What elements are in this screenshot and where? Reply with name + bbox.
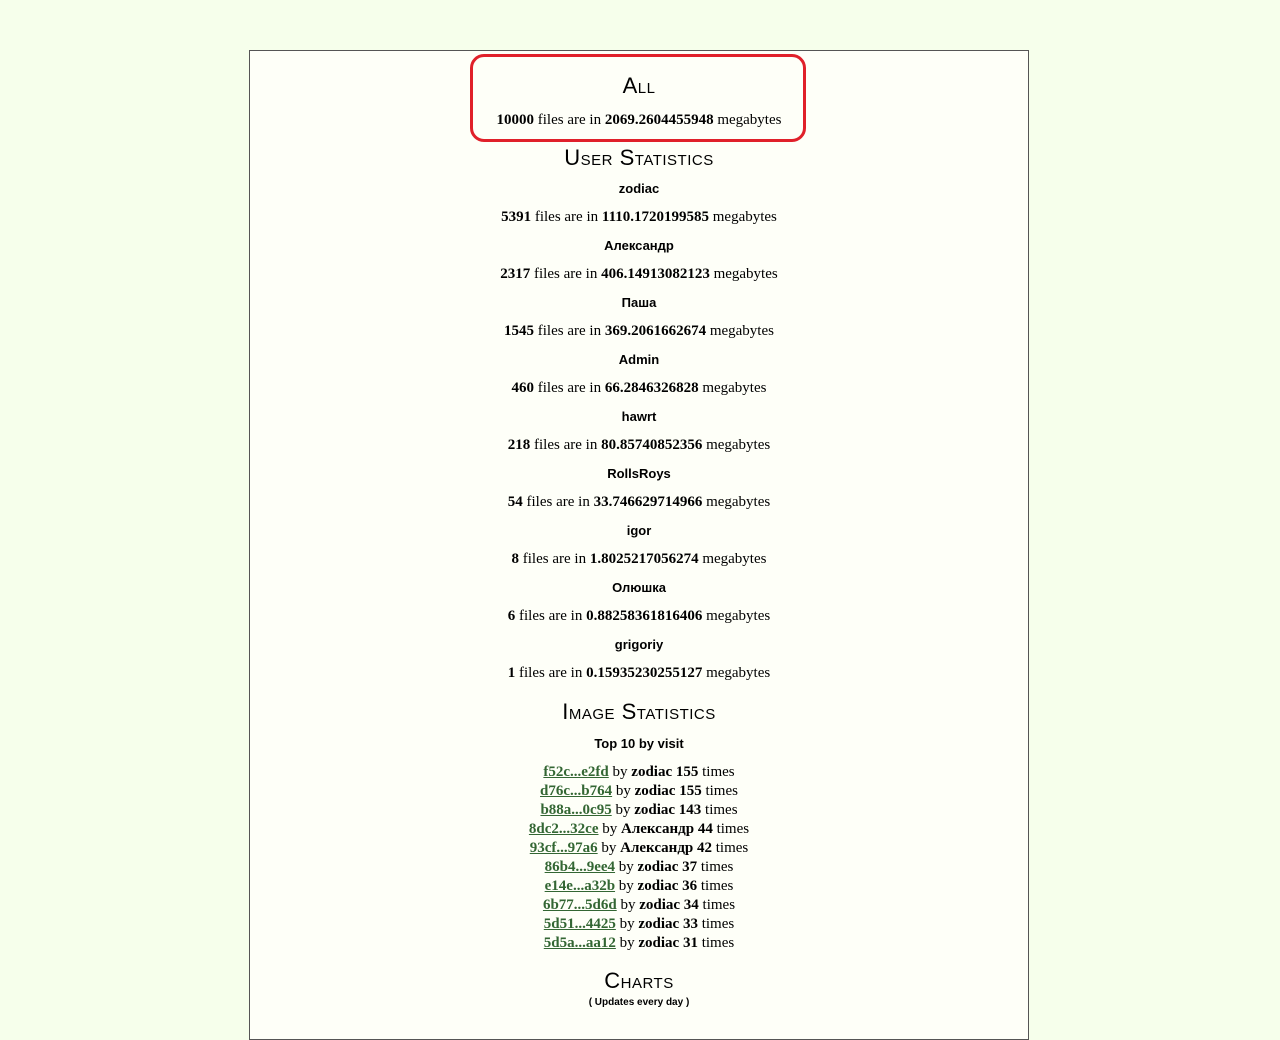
top-image-item xyxy=(250,839,1028,858)
times-text: times xyxy=(700,878,734,894)
user-unit: megabytes xyxy=(709,323,774,339)
user-stat-line xyxy=(250,493,1028,511)
image-hash-link[interactable]: 6b77...5d6d xyxy=(542,897,617,913)
times-text: times xyxy=(705,783,738,799)
top-image-item xyxy=(250,820,1028,839)
user-stat-line xyxy=(250,322,1028,340)
user-block xyxy=(250,579,1028,625)
user-unit: megabytes xyxy=(706,437,771,453)
image-hash-link[interactable]: 86b4...9ee4 xyxy=(544,859,616,875)
user-size: 1110.1720199585 xyxy=(601,209,709,225)
user-statistics-title: User Statistics xyxy=(564,145,714,170)
user-block xyxy=(250,237,1028,283)
image-owner: Александр xyxy=(620,821,695,837)
user-files-count: 54 xyxy=(507,494,523,510)
user-name: zodiac xyxy=(618,181,660,196)
by-text: by xyxy=(612,764,628,780)
stats-panel xyxy=(249,50,1029,1040)
by-text: by xyxy=(601,840,617,856)
by-text: by xyxy=(618,878,634,894)
all-stat-line xyxy=(250,111,1028,129)
all-files-count: 10000 xyxy=(496,112,535,128)
visit-count: 34 xyxy=(683,897,699,913)
user-files-text: files are in xyxy=(519,608,583,624)
user-files-text: files are in xyxy=(534,437,598,453)
user-block xyxy=(250,636,1028,682)
by-text: by xyxy=(619,935,635,951)
user-name: Олюшка xyxy=(612,580,666,595)
user-unit: megabytes xyxy=(702,380,767,396)
top-image-item xyxy=(250,877,1028,896)
user-list xyxy=(250,180,1028,693)
user-stat-line xyxy=(250,436,1028,454)
top-image-item xyxy=(250,858,1028,877)
image-owner: zodiac xyxy=(638,916,680,932)
user-stat-line xyxy=(250,664,1028,682)
user-size: 66.2846326828 xyxy=(604,380,699,396)
times-text: times xyxy=(701,935,735,951)
all-title: All xyxy=(622,73,656,98)
user-stat-line xyxy=(250,550,1028,568)
user-name: RollsRoys xyxy=(607,466,671,481)
visit-count: 42 xyxy=(697,840,712,856)
times-text: times xyxy=(715,840,749,856)
by-text: by xyxy=(619,916,635,932)
user-block xyxy=(250,351,1028,397)
visit-count: 155 xyxy=(679,783,702,799)
visit-count: 44 xyxy=(697,821,713,837)
charts-title: Charts xyxy=(604,968,674,993)
top-images-list xyxy=(250,763,1028,953)
by-text: by xyxy=(615,783,631,799)
all-size: 2069.2604455948 xyxy=(604,112,714,128)
user-files-text: files are in xyxy=(519,665,583,681)
top-image-item xyxy=(250,896,1028,915)
image-owner: zodiac xyxy=(634,802,676,818)
user-files-text: files are in xyxy=(526,494,590,510)
times-text: times xyxy=(700,859,734,875)
user-files-count: 2317 xyxy=(500,266,531,282)
user-name: hawrt xyxy=(621,409,657,424)
user-size: 80.85740852356 xyxy=(601,437,703,453)
user-size: 0.88258361816406 xyxy=(586,608,703,624)
image-hash-link[interactable]: f52c...e2fd xyxy=(543,764,609,780)
all-files-text: files are in xyxy=(537,112,602,128)
user-files-text: files are in xyxy=(537,380,602,396)
user-size: 1.8025217056274 xyxy=(589,551,699,567)
times-text: times xyxy=(705,802,738,818)
user-files-count: 1545 xyxy=(504,323,535,339)
image-owner: zodiac xyxy=(637,878,679,894)
user-unit: megabytes xyxy=(702,551,767,567)
user-files-count: 218 xyxy=(507,437,531,453)
image-hash-link[interactable]: b88a...0c95 xyxy=(540,802,612,818)
image-statistics-title: Image Statistics xyxy=(562,699,716,724)
times-text: times xyxy=(701,916,735,932)
user-size: 33.746629714966 xyxy=(593,494,703,510)
top-image-item xyxy=(250,915,1028,934)
user-files-count: 6 xyxy=(507,608,516,624)
user-stat-line xyxy=(250,379,1028,397)
by-text: by xyxy=(615,802,631,818)
visit-count: 155 xyxy=(675,764,699,780)
user-files-count: 1 xyxy=(507,665,516,681)
visit-count: 37 xyxy=(682,859,698,875)
user-unit: megabytes xyxy=(713,266,778,282)
top-image-item xyxy=(250,934,1028,953)
user-name: Паша xyxy=(621,295,657,310)
user-unit: megabytes xyxy=(706,608,771,624)
image-hash-link[interactable]: d76c...b764 xyxy=(540,783,613,799)
by-text: by xyxy=(620,897,636,913)
user-size: 369.2061662674 xyxy=(604,323,707,339)
user-files-count: 5391 xyxy=(501,209,532,225)
charts-update-note: ( Updates every day ) xyxy=(588,997,690,1008)
user-stat-line xyxy=(250,607,1028,625)
image-owner: Александр xyxy=(620,840,694,856)
visit-count: 143 xyxy=(678,802,702,818)
all-unit: megabytes xyxy=(717,112,782,128)
user-block xyxy=(250,522,1028,568)
image-hash-link[interactable]: 8dc2...32ce xyxy=(528,821,599,837)
top-image-item xyxy=(250,763,1028,782)
top-image-item xyxy=(250,801,1028,820)
image-hash-link[interactable]: 93cf...97a6 xyxy=(529,840,598,856)
user-files-count: 8 xyxy=(511,551,520,567)
user-block xyxy=(250,294,1028,340)
image-owner: zodiac xyxy=(634,783,676,799)
image-owner: zodiac xyxy=(639,897,681,913)
image-owner: zodiac xyxy=(631,764,673,780)
image-hash-link[interactable]: 5d5a...aa12 xyxy=(543,935,616,951)
user-size: 406.14913082123 xyxy=(601,266,710,282)
by-text: by xyxy=(602,821,618,837)
image-owner: zodiac xyxy=(638,935,680,951)
image-owner: zodiac xyxy=(637,859,679,875)
visit-count: 31 xyxy=(682,935,698,951)
user-stat-line xyxy=(250,208,1028,226)
times-text: times xyxy=(716,821,750,837)
visit-count: 36 xyxy=(682,878,698,894)
user-block xyxy=(250,180,1028,226)
user-name: Александр xyxy=(604,238,674,253)
user-files-text: files are in xyxy=(522,551,587,567)
times-text: times xyxy=(702,764,735,780)
user-stat-line xyxy=(250,265,1028,283)
user-files-text: files are in xyxy=(537,323,602,339)
user-files-text: files are in xyxy=(534,266,598,282)
image-hash-link[interactable]: e14e...a32b xyxy=(544,878,616,894)
user-name: Admin xyxy=(618,352,660,367)
by-text: by xyxy=(618,859,634,875)
user-files-text: files are in xyxy=(534,209,599,225)
user-block xyxy=(250,408,1028,454)
user-name: igor xyxy=(626,523,652,538)
user-unit: megabytes xyxy=(706,494,771,510)
user-unit: megabytes xyxy=(712,209,777,225)
user-files-count: 460 xyxy=(511,380,535,396)
top-10-label: Top 10 by visit xyxy=(594,736,684,751)
user-name: grigoriy xyxy=(614,637,664,652)
top-image-item xyxy=(250,782,1028,801)
visit-count: 33 xyxy=(682,916,698,932)
user-size: 0.15935230255127 xyxy=(586,665,703,681)
user-block xyxy=(250,465,1028,511)
image-hash-link[interactable]: 5d51...4425 xyxy=(543,916,616,932)
times-text: times xyxy=(702,897,736,913)
user-unit: megabytes xyxy=(706,665,771,681)
